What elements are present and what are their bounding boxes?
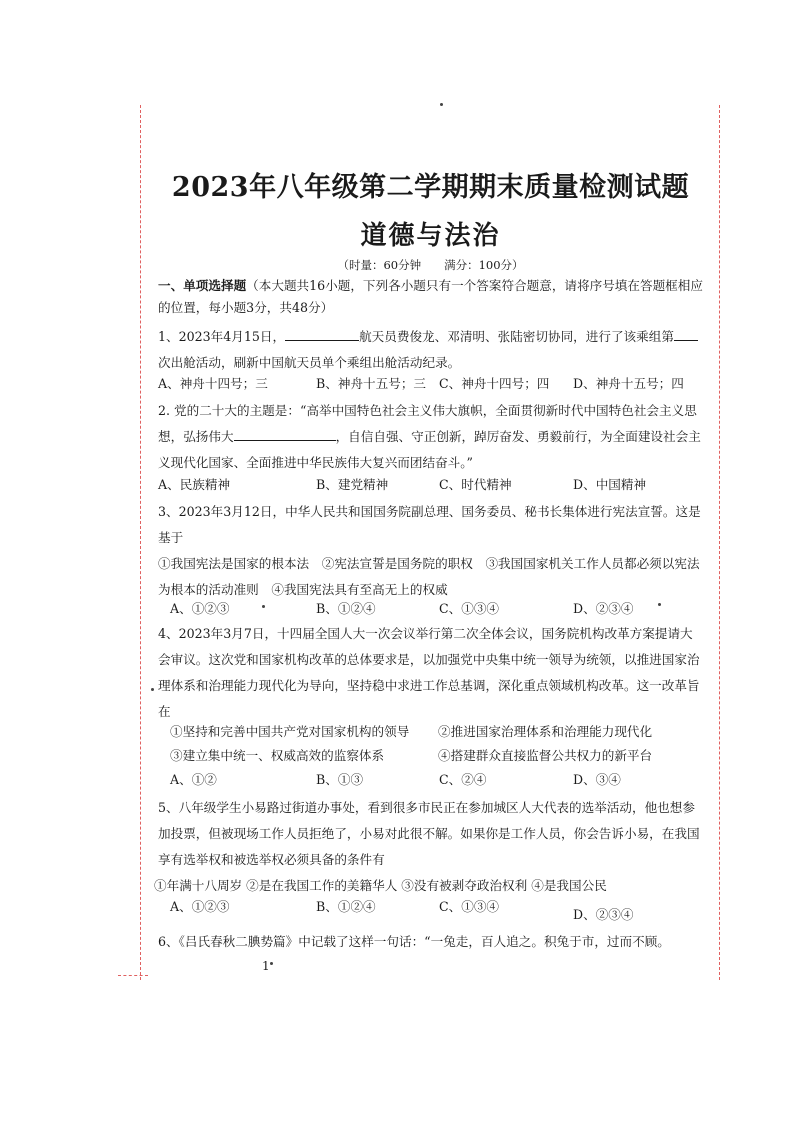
q3-stem: 3、2023年3月12日，中华人民共和国国务院副总理、国务委员、秘书长集体进行宪法宣誓。这是基于: [158, 504, 701, 545]
q5-stem: 5、八年级学生小易路过街道办事处，看到很多市民正在参加城区人大代表的选举活动，他也想参加投票，但被现场工作人员拒绝了，小易对此很不解。如果你是工作人员，你会告诉小易，在我国享有选举权和被选举权必须具备的条件有: [158, 800, 700, 867]
q3-options: [158, 597, 703, 621]
answer-blank: [234, 426, 336, 441]
question-6: [158, 929, 703, 955]
option-d: D、中国精神: [573, 477, 647, 492]
option-a: A、①②③: [170, 899, 230, 914]
option-d: D、②③④: [573, 601, 634, 616]
bottom-fold-line: [118, 975, 148, 976]
q2-stem-a: 2. 党的二十大的主题是：“高举中国特色社会主义伟大旗帜，全面贯彻新时代中国特色社会主义思想，弘扬伟大: [158, 403, 697, 444]
q1-stem-b: 航天员费俊龙、邓清明、张陆密切协同，进行了该乘组第: [359, 329, 674, 344]
left-fold-line: [140, 105, 141, 980]
answer-blank: [674, 326, 698, 341]
answer-blank: [285, 326, 359, 341]
option-a: A、①②③: [170, 601, 230, 616]
option-c: C、①③④: [439, 601, 500, 616]
option-a: A、神舟十四号；三: [158, 376, 268, 391]
q1-options: [158, 372, 703, 396]
question-4: [158, 621, 703, 725]
section-heading: [158, 275, 703, 319]
option-c: C、时代精神: [439, 477, 512, 492]
q1-stem-a: 1、2023年4月15日，: [158, 329, 286, 344]
q2-options: [158, 473, 703, 497]
statement-3: ③建立集中统一、权威高效的监察体系: [170, 748, 385, 763]
option-c: C、①③④: [439, 899, 500, 914]
question-3: [158, 499, 703, 603]
section-instructions: （本大题共16小题，下列各小题只有一个答案符合题意，请将序号填在答题框相应的位置，每小题3分，共48分）: [158, 278, 703, 315]
option-a: A、①②: [170, 772, 217, 787]
scan-speck: [270, 962, 273, 965]
option-a: A、民族精神: [158, 477, 231, 492]
statement-4: ④搭建群众直接监督公共权力的新平台: [438, 748, 653, 763]
q4-statements-row-1: [158, 720, 703, 744]
question-2: [158, 398, 703, 476]
q4-statements-row-2: [158, 744, 703, 768]
option-b: B、神舟十五号；三: [316, 376, 427, 391]
q4-options: [158, 768, 703, 792]
option-b: B、①②④: [316, 899, 376, 914]
option-d: D、③④: [573, 772, 621, 787]
q5-statements: ①年满十八周岁 ②是在我国工作的美籍华人 ③没有被剥夺政治权利 ④是我国公民: [154, 878, 607, 893]
q5-options: [158, 895, 703, 922]
option-b: B、①③: [316, 772, 364, 787]
scan-speck: [151, 688, 154, 691]
right-fold-line: [719, 105, 720, 980]
subject-title: 道德与法治: [360, 221, 501, 251]
option-b: B、建党精神: [316, 477, 389, 492]
option-c: C、神舟十四号；四: [439, 376, 550, 391]
section-title: 一、单项选择题: [158, 278, 247, 293]
exam-title: 2023年八年级第二学期期末质量检测试题: [171, 172, 690, 203]
q1-stem-c: 次出舱活动，刷新中国航天员单个乘组出舱活动纪录。: [158, 355, 461, 370]
option-d: D、②③④: [573, 907, 634, 922]
option-d: D、神舟十五号；四: [573, 376, 684, 391]
option-b: B、①②④: [316, 601, 376, 616]
q2-stem-b: ，自信自强、守正创新，踔厉奋发、勇毅前行，为全面建设社会主义现代化国家、全面推进中华民族伟大复兴而团结奋斗。”: [158, 429, 701, 470]
question-5: [154, 795, 703, 899]
question-1: [158, 324, 703, 376]
statement-1: ①坚持和完善中国共产党对国家机构的领导: [170, 724, 410, 739]
q6-stem: 6、《吕氏春秋二腆势篇》中记载了这样一句话：“一兔走，百人追之。积兔于市，过而不顾。: [158, 934, 670, 949]
scan-speck: [440, 103, 443, 106]
page-number: 1: [262, 959, 270, 973]
statement-2: ②推进国家治理体系和治理能力现代化: [438, 724, 653, 739]
q4-stem: 4、2023年3月7日，十四届全国人大一次会议举行第二次全体会议，国务院机构改革方案提请大会审议。这次党和国家机构改革的总体要求是，以加强党中央集中统一领导为统领，以推进国家治理体系和治理能力现代化为导向，坚持稳中求进工作总基调，深化重点领域机构改革。这一改革旨在: [158, 626, 700, 719]
option-c: C、②④: [439, 772, 487, 787]
q3-statements: ①我国宪法是国家的根本法 ②宪法宣誓是国务院的职权 ③我国国家机关工作人员都必须以宪法为根本的活动准则 ④我国宪法具有至高无上的权威: [158, 556, 700, 597]
exam-info: （时量：60分钟 满分：100分）: [337, 258, 524, 272]
